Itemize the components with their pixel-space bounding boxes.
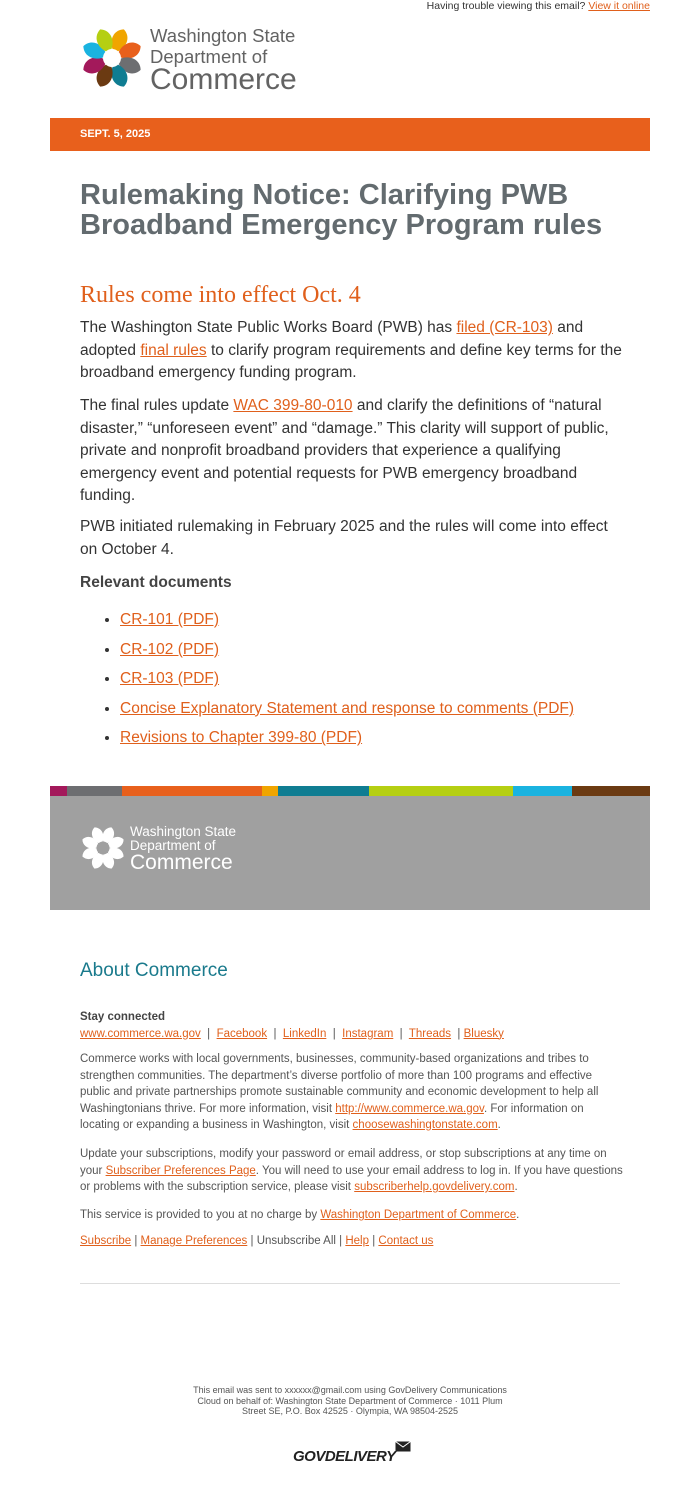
- logo-line-1: Washington State: [150, 25, 296, 46]
- about-description: [80, 1051, 625, 1134]
- logo-line-3: Commerce: [150, 63, 297, 96]
- service-text-b: .: [516, 1209, 520, 1221]
- p1-text-b: and adopted: [80, 319, 584, 359]
- p2-text-b: and clarify the definitions of “natural disaster,” “unforeseen event” and “damage.” This clarity will support of public, private and nonprofit broadband providers that experience a qualifying emergency event and potential requests for PWB emergency broadband funding.: [80, 397, 609, 504]
- commerce-url-link[interactable]: http://www.commerce.wa.gov: [335, 1102, 484, 1115]
- page-title: Rulemaking Notice: Clarifying PWB Broadband Emergency Program rules: [80, 179, 603, 241]
- choosewashington-link[interactable]: choosewashingtonstate.com: [352, 1119, 498, 1131]
- filed-cr103-link[interactable]: filed (CR-103): [456, 319, 553, 336]
- website-link[interactable]: www.commerce.wa.gov: [80, 1027, 201, 1040]
- list-item: [120, 669, 574, 699]
- date-text: SEPT. 5, 2025: [80, 128, 151, 140]
- govdelivery-logo: [293, 1440, 413, 1470]
- envelope-icon: [395, 1441, 411, 1452]
- list-item: [120, 610, 574, 640]
- paragraph-1: [80, 317, 625, 385]
- trouble-viewing-bar: [427, 0, 650, 13]
- logo-line-2: Department of: [150, 45, 268, 67]
- stay-connected-block: Stay connected www.commerce.wa.gov | Facebook | LinkedIn | Instagram | Threads | Bluesky: [80, 1011, 504, 1040]
- stripe-segment: [192, 786, 262, 796]
- about-text-a: Commerce works with local governments, businesses, community-based organizations and tribes to strengthen communities. The department’s diverse portfolio of more than 100 programs and effective public and private partnerships promote sustainable community and economic development to help all Washingtonians thrive. For more information, visit: [80, 1053, 599, 1115]
- linkedin-link[interactable]: LinkedIn: [282, 1027, 327, 1040]
- commerce-star-icon: [80, 26, 144, 90]
- commerce-logo: [80, 24, 320, 96]
- paragraph-2: [80, 395, 625, 508]
- stripe-segment: [572, 786, 650, 796]
- final-rules-link[interactable]: final rules: [140, 341, 207, 359]
- stay-connected-label: Stay connected: [80, 1011, 165, 1023]
- stripe-segment: [323, 786, 369, 796]
- service-text-a: This service is provided to you at no charge by: [80, 1209, 321, 1221]
- footer-logo-line-2: Department of: [130, 837, 216, 853]
- subscription-text: [80, 1146, 625, 1196]
- manage-preferences-link[interactable]: Manage Preferences: [140, 1235, 248, 1247]
- wac-link[interactable]: WAC 399-80-010: [233, 397, 353, 414]
- stripe-segment: [278, 786, 323, 796]
- document-link-cr102[interactable]: CR-102 (PDF): [120, 640, 220, 658]
- document-link-revisions[interactable]: Revisions to Chapter 399-80 (PDF): [120, 729, 363, 747]
- sub-text-b: . You will need to use your email address to log in. If you have questions or problems with the subscription service, please visit: [80, 1164, 623, 1193]
- contact-us-link[interactable]: Contact us: [378, 1235, 434, 1247]
- view-online-link[interactable]: View it online: [588, 0, 650, 12]
- govdelivery-text: GOVDELIVERY: [293, 1448, 396, 1465]
- about-text-c: .: [497, 1119, 501, 1131]
- instagram-link[interactable]: Instagram: [342, 1027, 394, 1040]
- stripe-segment: [67, 786, 122, 796]
- document-link-cr101[interactable]: CR-101 (PDF): [120, 611, 220, 628]
- footer-star-icon: [80, 825, 126, 871]
- subscriber-preferences-link[interactable]: Subscriber Preferences Page: [105, 1164, 256, 1177]
- footer-logo-line-3: Commerce: [130, 851, 233, 874]
- subtitle: Rules come into effect Oct. 4: [80, 282, 361, 308]
- footer-logo-line-1: Washington State: [130, 824, 237, 839]
- threads-link[interactable]: Threads: [408, 1027, 452, 1040]
- subscriberhelp-link[interactable]: subscriberhelp.govdelivery.com: [354, 1181, 515, 1193]
- stripe-segment: [122, 786, 192, 796]
- footer-links: Subscribe | Manage Preferences | Unsubscribe All | Help | Contact us: [80, 1235, 434, 1247]
- facebook-link[interactable]: Facebook: [216, 1027, 268, 1040]
- bluesky-link[interactable]: Bluesky: [463, 1027, 504, 1040]
- about-text-b: . For information on locating or expanding a business in Washington, visit: [80, 1102, 584, 1131]
- p2-text-a: The final rules update: [80, 397, 234, 414]
- list-item: [120, 640, 574, 670]
- unsubscribe-all-text[interactable]: Unsubscribe All: [256, 1235, 336, 1247]
- stripe-segment: [513, 786, 572, 796]
- documents-list: [100, 610, 574, 758]
- service-text: [80, 1207, 625, 1224]
- list-item: [120, 699, 574, 729]
- date-bar: [50, 118, 650, 151]
- p1-text-a: The Washington State Public Works Board (PWB) has: [80, 319, 457, 336]
- list-item: [120, 728, 574, 758]
- color-stripe-bar: [50, 786, 650, 796]
- wa-commerce-link[interactable]: Washington Department of Commerce: [320, 1209, 517, 1221]
- footer-logo: [80, 822, 280, 872]
- divider: [80, 1283, 620, 1284]
- stripe-segment: [50, 786, 67, 796]
- stripe-segment: [369, 786, 513, 796]
- about-heading: About Commerce: [80, 960, 228, 981]
- paragraph-3: PWB initiated rulemaking in February 2025 and the rules will come into effect on October 4.: [80, 518, 608, 558]
- footer-banner: [50, 796, 650, 910]
- trouble-viewing-text: Having trouble viewing this email?: [426, 0, 586, 12]
- sub-text-c: .: [514, 1181, 518, 1193]
- help-link[interactable]: Help: [345, 1235, 369, 1247]
- sub-text-a: Update your subscriptions, modify your password or email address, or stop subscriptions at any time on your: [80, 1148, 607, 1177]
- stripe-segment: [262, 786, 278, 796]
- subscribe-link[interactable]: Subscribe: [80, 1235, 132, 1247]
- document-link-cr103[interactable]: CR-103 (PDF): [120, 670, 220, 688]
- relevant-documents-heading: Relevant documents: [80, 574, 232, 591]
- p1-text-c: to clarify program requirements and define key terms for the broadband emergency funding program.: [80, 341, 622, 381]
- document-link-concise-statement[interactable]: Concise Explanatory Statement and response to comments (PDF): [120, 699, 575, 717]
- sent-to-text: This email was sent to xxxxxx@gmail.com using GovDelivery Communications Cloud on behalf of: Washington State Department of Commerce · 1011 Plum Street SE, P.O. Box 42525 · Olympia, WA 98504-2525: [193, 1385, 507, 1416]
